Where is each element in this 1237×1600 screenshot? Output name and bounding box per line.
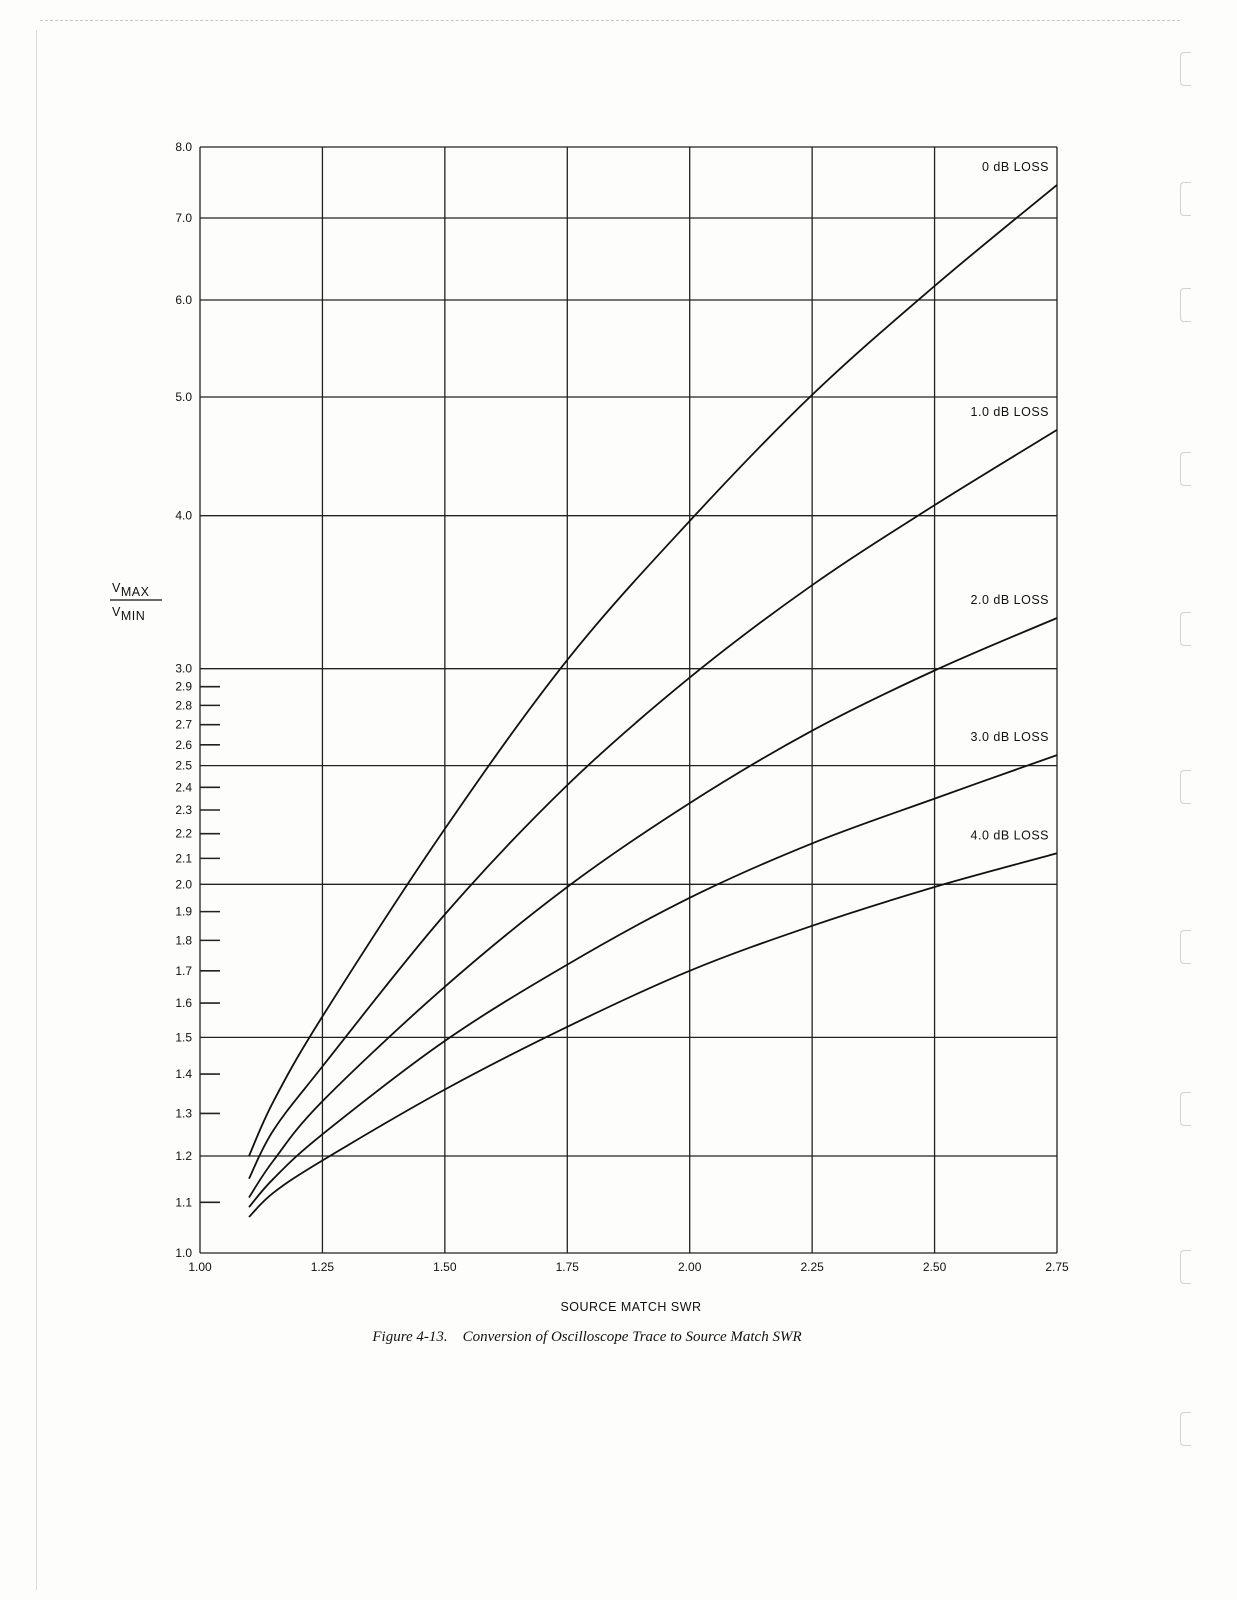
x-tick-label: 1.25 — [310, 1260, 335, 1274]
y-tick-label: 2.2 — [175, 826, 192, 841]
series-label-1: 1.0 dB LOSS — [970, 404, 1049, 419]
series-line-2 — [249, 618, 1057, 1198]
y-tick-label: 2.0 — [175, 877, 192, 892]
y-tick-label: 1.6 — [175, 996, 192, 1011]
y-tick-label: 1.8 — [175, 933, 192, 948]
x-tick-label: 1.75 — [555, 1260, 579, 1274]
y-tick-label: 2.1 — [175, 851, 192, 866]
y-axis-numerator-sub: MAX — [120, 585, 150, 599]
y-tick-label: 2.4 — [175, 780, 192, 795]
y-tick-label: 1.1 — [175, 1195, 192, 1210]
y-tick-label: 2.9 — [175, 679, 192, 694]
y-tick-label: 7.0 — [175, 211, 192, 226]
x-tick-label: 1.00 — [188, 1260, 212, 1274]
series-label-3: 3.0 dB LOSS — [970, 730, 1049, 745]
series-line-4 — [249, 853, 1057, 1217]
series-labels — [971, 160, 1049, 842]
y-axis-denominator-v: V — [112, 605, 121, 619]
x-tick-label: 1.50 — [433, 1260, 457, 1274]
y-tick-label: 6.0 — [175, 293, 192, 308]
y-tick-label: 1.2 — [175, 1149, 192, 1164]
y-tick-label: 1.9 — [175, 904, 192, 919]
x-axis-title: SOURCE MATCH SWR — [560, 1300, 702, 1314]
y-axis-title — [110, 581, 162, 623]
series-label-4: 4.0 dB LOSS — [970, 828, 1049, 843]
y-axis-denominator-sub: MIN — [120, 609, 146, 623]
y-tick-label: 2.7 — [175, 717, 192, 732]
figure-caption: Figure 4-13. Conversion of Oscilloscope Trace to Source Match SWR — [372, 1329, 802, 1345]
series-line-1 — [249, 430, 1057, 1179]
series-label-0: 0 dB LOSS — [981, 159, 1049, 174]
x-tick-label: 2.50 — [922, 1260, 947, 1274]
y-tick-label: 5.0 — [175, 389, 192, 404]
x-tick-label: 2.00 — [678, 1260, 702, 1274]
x-tick-label: 2.75 — [1045, 1260, 1069, 1274]
x-tick-label: 2.25 — [800, 1260, 824, 1274]
y-tick-label: 1.0 — [175, 1246, 192, 1260]
y-tick-label: 2.6 — [175, 737, 192, 752]
series-line-3 — [249, 755, 1057, 1207]
y-axis-numerator — [112, 581, 150, 599]
series-curves — [249, 185, 1057, 1217]
y-axis-numerator-v: V — [112, 581, 121, 595]
y-tick-label: 2.3 — [175, 802, 192, 817]
series-label-2: 2.0 dB LOSS — [970, 592, 1049, 607]
y-axis-denominator — [112, 605, 145, 623]
y-tick-label: 4.0 — [175, 508, 192, 523]
y-tick-label: 3.0 — [175, 661, 192, 676]
grid — [200, 147, 1057, 1253]
y-tick-label: 1.5 — [175, 1030, 192, 1045]
y-tick-label: 1.7 — [175, 963, 192, 978]
y-tick-label: 1.4 — [175, 1067, 192, 1082]
y-tick-label: 8.0 — [175, 140, 192, 154]
y-tick-label: 2.8 — [175, 698, 192, 713]
y-tick-label: 2.5 — [175, 758, 192, 773]
y-tick-label: 1.3 — [175, 1106, 192, 1121]
